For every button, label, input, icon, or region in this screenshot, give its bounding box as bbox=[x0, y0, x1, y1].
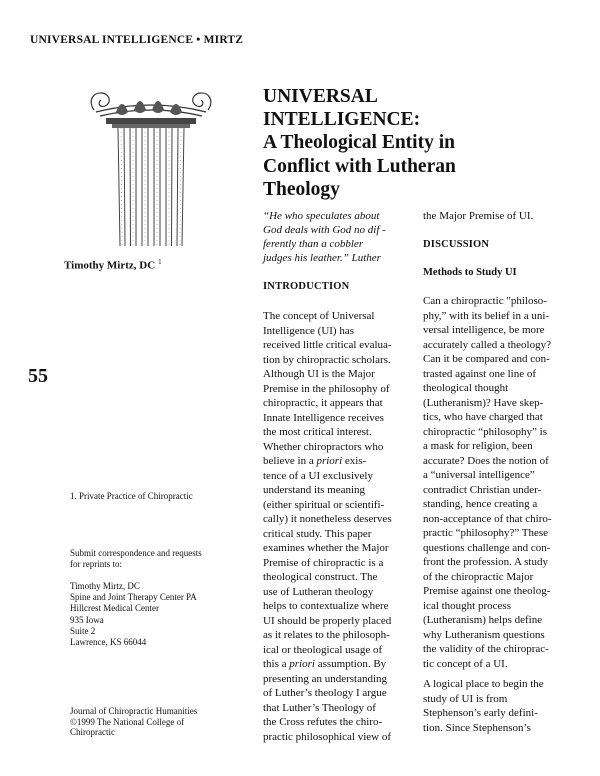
text-line: Although UI is the Major bbox=[263, 368, 375, 380]
ionic-column-illustration bbox=[86, 88, 216, 248]
text-line: practic philosophical view of bbox=[263, 730, 391, 743]
page-number: 55 bbox=[28, 365, 48, 387]
text-line: use of Lutheran theology bbox=[263, 585, 374, 598]
text-line: accurately called a theology? bbox=[423, 338, 551, 351]
text-line: theological construct. The bbox=[263, 571, 378, 583]
text-line: non-acceptance of that chiro- bbox=[423, 512, 552, 525]
text-line: ical or theological usage of bbox=[263, 643, 383, 656]
text-line: versal intelligence, be more bbox=[423, 324, 545, 336]
text-line: study of UI is from bbox=[423, 692, 508, 705]
author-name: Timothy Mirtz, DC $^1$ bbox=[64, 258, 162, 272]
discussion-heading: DISCUSSION bbox=[423, 239, 490, 250]
methods-body bbox=[423, 294, 573, 671]
text-line: theological thought bbox=[423, 382, 509, 394]
text-line: a mask for religion, been bbox=[423, 440, 533, 452]
text-line: Premise of chiropractic is a bbox=[263, 556, 384, 569]
text-line: critical study. This paper bbox=[263, 527, 372, 540]
text-line: (Lutheranism)? Have skep- bbox=[423, 396, 544, 409]
text-line: Premise against one theolog- bbox=[423, 585, 551, 597]
text-line: examines whether the Major bbox=[263, 542, 389, 554]
text-line: Whether chiropractors who bbox=[263, 440, 384, 453]
text-line: Innate Intelligence receives bbox=[263, 411, 384, 424]
text-line: chiropractic “philosophy” is bbox=[423, 425, 548, 438]
text-line: presenting an understanding bbox=[263, 672, 388, 685]
text-line: received little critical evalua- bbox=[263, 339, 392, 351]
text-line: understand its meaning bbox=[263, 484, 366, 496]
text-line: Intelligence (UI) has bbox=[263, 324, 355, 337]
text-line: chiropractic, it appears that bbox=[263, 397, 383, 409]
text-line: A logical place to begin the bbox=[423, 678, 544, 690]
text-line: Can a chiropractic "philoso- bbox=[423, 295, 547, 307]
emphasis: priori bbox=[289, 658, 315, 670]
epigraph: “He who speculates about God deals with God no dif - ferently than a cobbler judges his leather.” Luther bbox=[263, 210, 386, 264]
text-line: the Cross refutes the chiro- bbox=[263, 716, 383, 728]
text-line: the validity of the chiroprac- bbox=[423, 643, 549, 655]
text-line: tic concept of a UI. bbox=[423, 657, 508, 670]
affiliation-footnote: 1. Private Practice of Chiropractic bbox=[70, 491, 193, 501]
author-footnote-mark: 1 bbox=[158, 258, 162, 266]
text-line: front the profession. A study bbox=[423, 556, 548, 568]
text-line: that Luther’s Theology of bbox=[263, 701, 376, 714]
text-line: trasted against one line of bbox=[423, 367, 537, 380]
text-line: tion by chiropractic scholars. bbox=[263, 353, 391, 366]
text-line: (either spiritual or scientifi- bbox=[263, 498, 385, 511]
article-title: UNIVERSAL INTELLIGENCE: A Theological Entity in Conflict with Lutheran Theology bbox=[263, 86, 456, 200]
correspondence-note: Submit correspondence and requests for reprints to: bbox=[70, 548, 202, 569]
text-line: tion. Since Stephenson’s bbox=[423, 721, 531, 734]
text-line: accurate? Does the notion of bbox=[423, 454, 549, 467]
col3-continuation: the Major Premise of UI. bbox=[423, 210, 534, 222]
running-head: UNIVERSAL INTELLIGENCE • MIRTZ bbox=[30, 34, 244, 46]
text-line: (Lutheranism) helps define bbox=[423, 614, 543, 626]
text-line: this a priori assumption. By bbox=[263, 658, 387, 670]
methods-heading: Methods to Study UI bbox=[423, 267, 517, 278]
text-line: Stephenson’s early defini- bbox=[423, 707, 538, 719]
text-line: practic “philosophy?” These bbox=[423, 527, 549, 539]
text-line: tics, who have charged that bbox=[423, 411, 543, 423]
text-line: believe in a priori exis- bbox=[263, 455, 367, 467]
text-line: the most critical interest. bbox=[263, 426, 372, 438]
text-line: tence of a UI exclusively bbox=[263, 469, 373, 482]
text-line: questions challenge and con- bbox=[423, 541, 551, 554]
journal-citation: Journal of Chiropractic Humanities ©1999 The National College of Chiropractic bbox=[70, 706, 198, 737]
text-line: a “universal intelligence” bbox=[423, 469, 535, 481]
text-line: cally) it nonetheless deserves bbox=[263, 513, 392, 525]
introduction-heading: INTRODUCTION bbox=[263, 281, 350, 292]
text-line: of the chiropractic Major bbox=[423, 570, 534, 583]
text-line: The concept of Universal bbox=[263, 310, 375, 322]
text-line: Premise in the philosophy of bbox=[263, 382, 390, 395]
text-line: standing, hence creating a bbox=[423, 498, 538, 510]
emphasis: priori bbox=[316, 455, 343, 467]
text-line: helps to contextualize where bbox=[263, 600, 389, 612]
logical-body bbox=[423, 677, 573, 735]
text-line: phy,” with its belief in a uni- bbox=[423, 309, 550, 322]
text-line: contradict Christian under- bbox=[423, 483, 542, 496]
text-line: why Lutheranism questions bbox=[423, 628, 545, 641]
text-line: as it relates to the philosoph- bbox=[263, 629, 390, 641]
text-line: ical thought process bbox=[423, 599, 511, 612]
text-line: of Luther’s theology I argue bbox=[263, 687, 387, 699]
introduction-body bbox=[263, 309, 415, 744]
correspondence-address: Timothy Mirtz, DC Spine and Joint Therapy Center PA Hillcrest Medical Center 935 Iowa Suite 2 Lawrence, KS 66044 bbox=[70, 581, 197, 648]
text-line: Can it be compared and con- bbox=[423, 353, 550, 365]
text-line: UI should be properly placed bbox=[263, 614, 392, 627]
